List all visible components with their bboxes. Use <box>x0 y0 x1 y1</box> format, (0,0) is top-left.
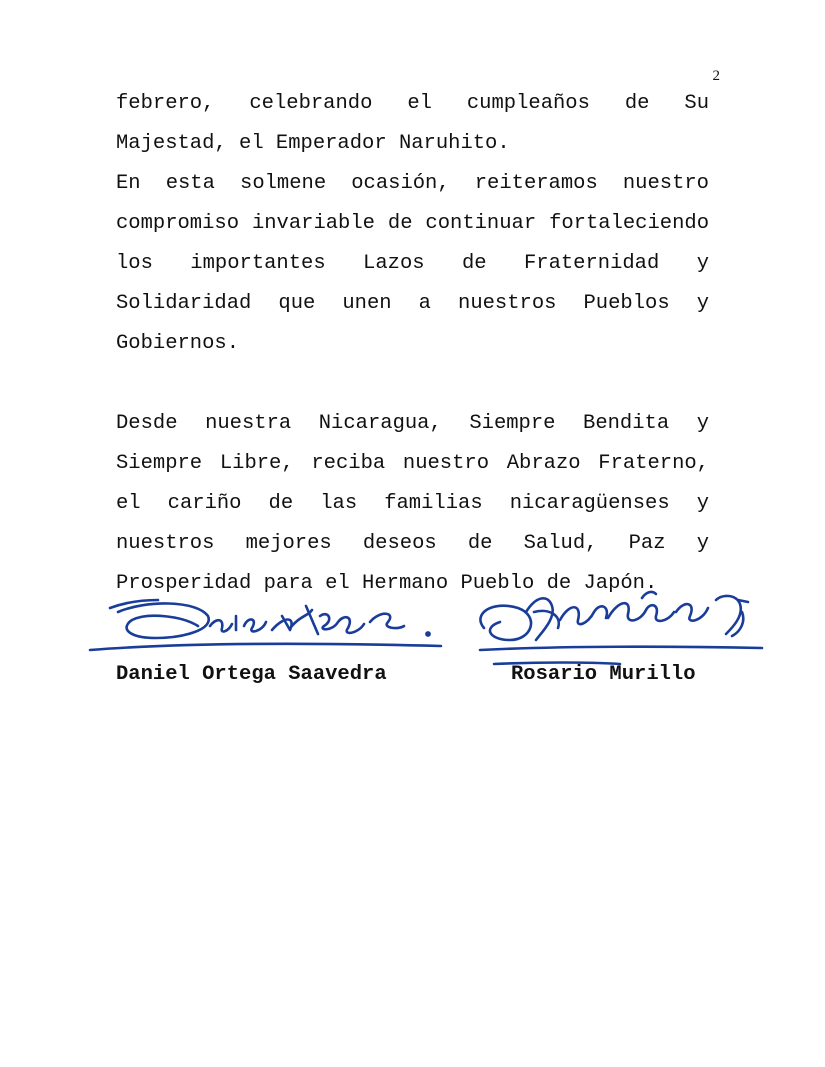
paragraph-wishes: Desde nuestra Nicaragua, Siempre Bendita y Siempre Libre, reciba nuestro Abrazo Fraterno, el cariño de las familias nicaragüenses y nuestros mejores deseos de Salud, Paz y Prosperidad para el Hermano Pueblo de Japón. <box>116 412 709 595</box>
paragraph-spacer <box>116 364 709 404</box>
paragraph-closing-greeting: febrero, celebrando el cumpleaños de Su Majestad, el Emperador Naruhito. <box>116 92 709 155</box>
signer-name-right: Rosario Murillo <box>511 663 696 686</box>
signature-daniel-ortega <box>86 586 446 666</box>
paragraph-commitment: En esta solmene ocasión, reiteramos nuestro compromiso invariable de continuar fortaleciendo los importantes Lazos de Fraternidad y Solidaridad que unen a nuestros Pueblos y Gobiernos. <box>116 172 709 355</box>
letter-body <box>116 84 709 604</box>
signer-name-left: Daniel Ortega Saavedra <box>116 663 387 686</box>
page-number: 2 <box>712 68 720 84</box>
